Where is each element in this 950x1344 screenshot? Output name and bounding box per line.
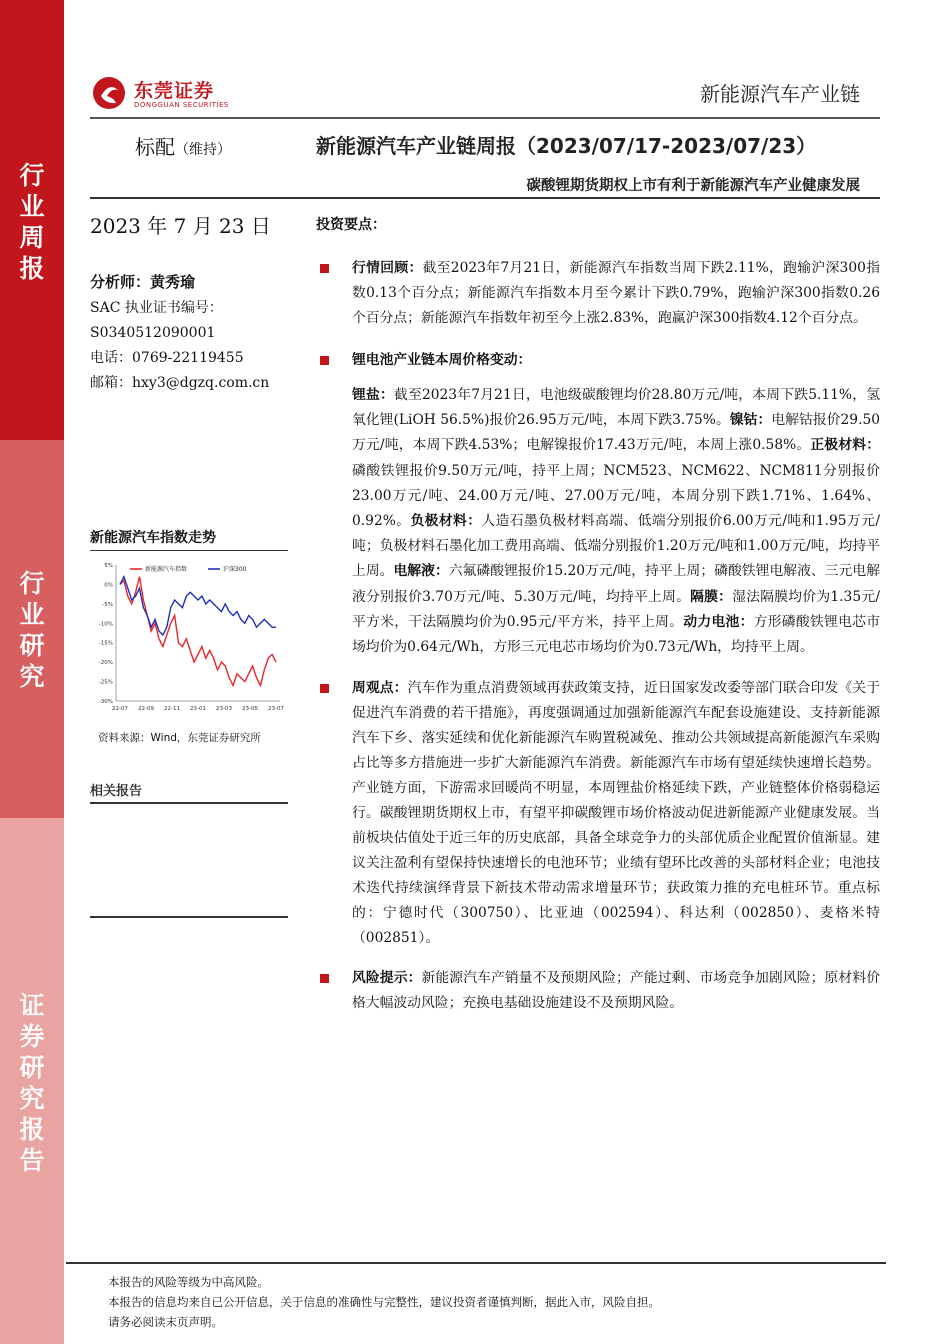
separator-head: 隔膜： [690, 588, 733, 605]
y-tick-label: -20% [98, 660, 113, 667]
bullet-icon [320, 974, 329, 983]
strip-label-weekly: 行 业 周 报 [19, 161, 45, 283]
cathode-body: 磷酸铁锂报价9.50万元/吨，持平上周；NCM523、NCM622、NCM811分别报价23.00万元/吨、24.00万元/吨、27.00万元/吨，本周分别下跌1.71%、1.64%、0.92%。 [352, 462, 880, 530]
y-tick-label: -15% [98, 640, 113, 647]
y-tick-label: -5% [102, 601, 113, 608]
battery-body: 方形磷酸铁锂电芯市场均价为0.64元/Wh，方形三元电芯市场均价为0.73元/Wh，均持平上周。 [352, 613, 881, 656]
logo-text-cn: 东莞证券 [134, 80, 215, 102]
point-weekly-view [316, 676, 880, 951]
rating-value: 标配 [135, 135, 175, 159]
chart-box [90, 550, 288, 718]
rating-note: （维持） [175, 142, 231, 158]
x-tick-label: 23-03 [216, 706, 232, 712]
point-head: 周观点： [352, 680, 408, 697]
related-reports-title: 相关报告 [90, 784, 143, 799]
y-tick-label: -25% [98, 679, 113, 686]
main-content [316, 214, 880, 1016]
related-divider-bottom [90, 916, 288, 918]
point-body: 汽车作为重点消费领域再获政策支持，近日国家发改委等部门联合印发《关于促进汽车消费的若干措施》，再度强调通过加强新能源汽车配套设施建设、支持新能源汽车下乡、落实延续和优化新能源汽车购置税减免、推动公共领域提高新能源汽车采购占比等多方措施进一步扩大新能源汽车消费。新能源汽车市场有望延续快速增长趋势。产业链方面，下游需求回暖尚不明显，本周锂盐价格延续下跌，产业链整体价格弱稳运行。碳酸锂期货期权上市，有望平抑碳酸锂市场价格波动促进新能源产业健康发展。当前板块估值处于近三年的历史底部，具备全球竞争力的头部优质企业配置价值渐显。建议关注盈利有望保持快速增长的电池环节；业绩有望环比改善的头部材料企业；电池技术迭代持续演绎背景下新技术带动需求增量环节；获政策力推的充电桩环节。重点标的：宁德时代（300750）、比亚迪（002594）、科达利（002850）、麦格米特（002851）。 [352, 680, 881, 947]
x-tick-label: 23-01 [190, 706, 206, 712]
chart-title: 新能源汽车指数走势 [90, 530, 216, 546]
x-tick-label: 23-05 [242, 706, 258, 712]
logo-mark-icon [92, 76, 126, 110]
lithium-body: 截至2023年7月21日，电池级碳酸锂均价28.80万元/吨，本周下跌5.11%，氢氧化锂(LiOH 56.5%)报价26.95万元/吨，本周下跌3.75%。 [352, 387, 881, 429]
point-head: 风险提示： [352, 970, 422, 987]
strip-label-securities-report: 证 券 研 究 报 告 [19, 991, 45, 1175]
series-line-csi300 [120, 577, 276, 635]
cobalt-head: 镍钴： [729, 412, 772, 429]
y-tick-label: 5% [104, 563, 113, 569]
cobalt-body: 电解钴报价29.50万元/吨，本周下跌4.53%；电解镍报价17.43万元/吨，本周上涨0.58%。 [352, 412, 881, 454]
analyst-name: 黄秀瑜 [150, 273, 196, 291]
y-tick-label: -30% [98, 699, 113, 705]
chart-source: 资料来源：Wind，东莞证券研究所 [98, 732, 261, 744]
index-trend-chart [90, 551, 288, 719]
report-date: 2023 年 7 月 23 日 [90, 214, 271, 238]
point-head: 行情回顾： [352, 260, 423, 276]
bullet-icon [320, 356, 329, 365]
footer-disclaimer: 本报告的信息均来自已公开信息，关于信息的准确性与完整性，建议投资者谨慎判断，据此入市，风险自担。 [108, 1295, 660, 1309]
analyst-phone: 电话：0769-22119455 [90, 350, 244, 366]
legend-label: 沪深300 [223, 566, 247, 573]
key-points-title: 投资要点： [316, 217, 386, 233]
price-details [316, 383, 880, 660]
footer-risk-level: 本报告的风险等级为中高风险。 [108, 1275, 269, 1289]
point-head: 锂电池产业链本周价格变动： [352, 352, 532, 368]
point-price-changes [316, 348, 880, 373]
x-tick-label: 22-11 [164, 706, 180, 712]
anode-head: 负极材料： [410, 513, 482, 530]
point-body: 截至2023年7月21日，新能源汽车指数当周下跌2.11%，跑输沪深300指数0.13个百分点；新能源汽车指数本月至今累计下跌0.79%，跑输沪深300指数0.26个百分点；新能源汽车指数年初至今上涨2.83%，跑赢沪深300指数4.12个百分点。 [352, 260, 881, 326]
footer [108, 1272, 660, 1332]
company-logo [92, 74, 252, 114]
footer-read-notice: 请务必阅读末页声明。 [108, 1315, 223, 1329]
x-tick-label: 23-07 [268, 706, 284, 712]
cathode-head: 正极材料： [810, 437, 881, 454]
lithium-head: 锂盐： [352, 387, 394, 403]
footer-divider [66, 1262, 886, 1264]
x-tick-label: 22-07 [112, 706, 128, 712]
logo-text-en: DONGGUAN SECURITIES [134, 101, 229, 109]
report-subtitle: 碳酸锂期货期权上市有利于新能源汽车产业健康发展 [526, 178, 860, 194]
x-tick-label: 22-09 [138, 706, 154, 712]
bullet-icon [320, 264, 329, 273]
y-tick-label: 0% [104, 582, 113, 589]
rating [135, 131, 231, 160]
electrolyte-body: 六氟磷酸锂报价15.20万元/吨，持平上周；磷酸铁锂电解液、三元电解液分别报价3.70万元/吨、5.30万元/吨，均持平上周。 [352, 563, 881, 605]
header-divider [90, 117, 880, 119]
series-line-nev-index [120, 577, 276, 686]
subtitle-divider [90, 197, 880, 199]
related-divider-top [90, 802, 288, 804]
y-tick-label: -10% [98, 621, 113, 628]
electrolyte-head: 电解液： [393, 563, 449, 580]
point-body: 新能源汽车产销量不及预期风险；产能过剩、市场竞争加剧风险；原材料价格大幅波动风险；充换电基础设施建设不及预期风险。 [352, 970, 881, 1012]
separator-body: 湿法隔膜均价为1.35元/平方米，干法隔膜均价为0.95元/平方米，持平上周。 [352, 588, 880, 630]
anode-body: 人造石墨负极材料高端、低端分别报价6.00万元/吨和1.95万元/吨；负极材料石墨化加工费用高端、低端分别报价1.20万元/吨和1.00万元/吨，均持平上周。 [352, 513, 880, 580]
report-title: 新能源汽车产业链周报（2023/07/17-2023/07/23） [316, 134, 817, 158]
analyst-info [90, 270, 269, 396]
sac-number: S0340512090001 [90, 325, 216, 341]
side-strip [0, 0, 64, 1344]
battery-head: 动力电池： [683, 613, 754, 630]
analyst-email: 邮箱：hxy3@dgzq.com.cn [90, 375, 270, 391]
bullet-icon [320, 684, 329, 693]
point-risk [316, 966, 880, 1016]
strip-label-industry-research: 行 业 研 究 [19, 569, 45, 691]
point-market-review [316, 256, 880, 331]
legend-label: 新能源汽车指数 [145, 566, 188, 573]
sac-label: SAC 执业证书编号： [90, 300, 223, 316]
industry-name: 新能源汽车产业链 [700, 82, 860, 106]
analyst-label: 分析师： [90, 273, 151, 291]
